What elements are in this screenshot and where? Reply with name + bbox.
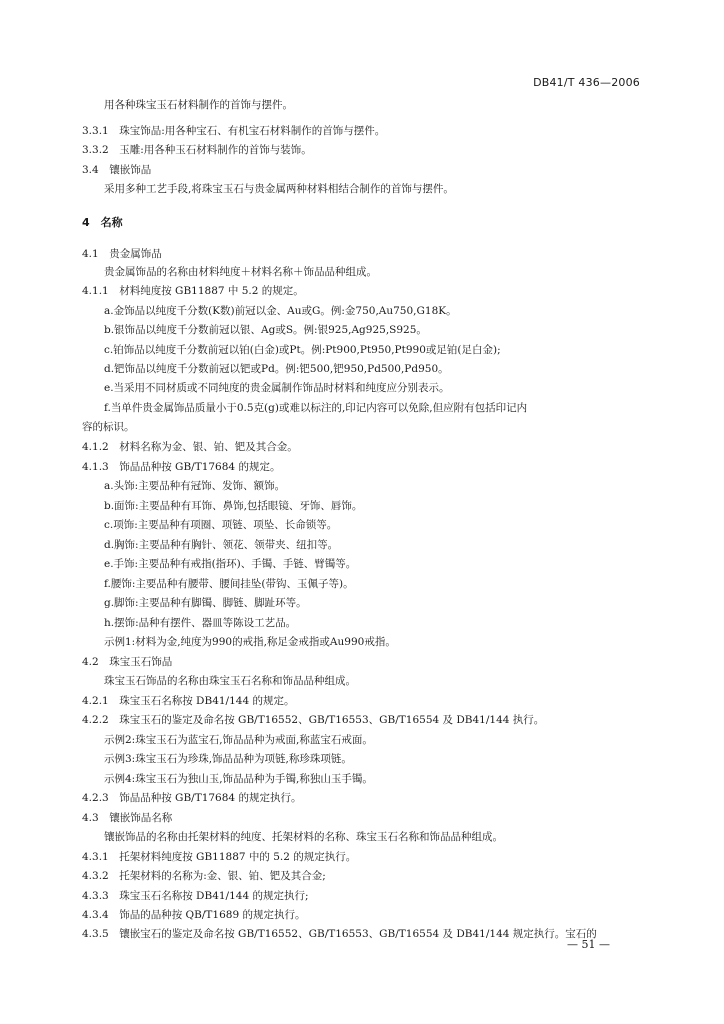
clause-4-3: 4.3 镶嵌饰品名称 — [82, 812, 173, 824]
clause-3-3-1: 3.3.1 珠宝饰品:用各种宝石、有机宝石材料制作的首饰与摆件。 — [82, 125, 386, 137]
list-item: g.脚饰:主要品种有脚镯、脚链、脚趾环等。 — [104, 597, 307, 609]
clause-4-3-1: 4.3.1 托架材料纯度按 GB11887 中的 5.2 的规定执行。 — [82, 851, 357, 863]
clause-4-1-1: 4.1.1 材料纯度按 GB11887 中 5.2 的规定。 — [82, 285, 304, 297]
list-item: b.面饰:主要品种有耳饰、鼻饰,包括眼镜、牙饰、唇饰。 — [104, 500, 363, 512]
example-3: 示例3:珠宝玉石为珍珠,饰品品种为项链,称珍珠项链。 — [104, 753, 352, 765]
clause-4-2-1: 4.2.1 珠宝玉石名称按 DB41/144 的规定。 — [82, 695, 295, 707]
text-line: 镶嵌饰品的名称由托架材料的纯度、托架材料的名称、珠宝玉石名称和饰品品种组成。 — [104, 831, 503, 843]
text-line: 采用多种工艺手段,将珠宝玉石与贵金属两种材料相结合制作的首饰与摆件。 — [104, 183, 454, 195]
clause-3-4: 3.4 镶嵌饰品 — [82, 164, 152, 176]
list-item: h.摆饰:品种有摆件、器皿等陈设工艺品。 — [104, 617, 297, 629]
list-item: a.金饰品以纯度千分数(K数)前冠以金、Au或G。例:金750,Au750,G18K。 — [104, 305, 457, 317]
list-item: a.头饰:主要品种有冠饰、发饰、额饰。 — [104, 480, 286, 492]
clause-4-3-4: 4.3.4 饰品的品种按 QB/T1689 的规定执行。 — [82, 909, 306, 921]
page-number: — 51 — — [567, 938, 610, 951]
example-2: 示例2:珠宝玉石为蓝宝石,饰品品种为戒面,称蓝宝石戒面。 — [104, 734, 373, 746]
clause-3-3-2: 3.3.2 玉雕:用各种玉石材料制作的首饰与装饰。 — [82, 144, 312, 156]
example-1: 示例1:材料为金,纯度为990的戒指,称足金戒指或Au990戒指。 — [104, 636, 396, 648]
list-item: c.铂饰品以纯度千分数前冠以铂(白金)或Pt。例:Pt900,Pt950,Pt990或足铂(足白金); — [104, 344, 501, 356]
list-item: c.项饰:主要品种有项圈、项链、项坠、长命锁等。 — [104, 519, 338, 531]
clause-4-3-5: 4.3.5 镶嵌宝石的鉴定及命名按 GB/T16552、GB/T16553、GB/T16554 及 DB41/144 规定执行。宝石的 — [82, 928, 597, 940]
list-item: f.腰饰:主要品种有腰带、腰间挂坠(带钩、玉佩子等)。 — [104, 578, 354, 590]
section-heading: 4 名称 — [82, 216, 123, 229]
text-line: 贵金属饰品的名称由材料纯度＋材料名称＋饰品品种组成。 — [104, 266, 377, 278]
clause-4-3-3: 4.3.3 珠宝玉石名称按 DB41/144 的规定执行; — [82, 890, 309, 902]
example-4: 示例4:珠宝玉石为独山玉,饰品品种为手镯,称独山玉手镯。 — [104, 773, 373, 785]
clause-4-2: 4.2 珠宝玉石饰品 — [82, 656, 173, 668]
list-item: d.胸饰:主要品种有胸针、领花、领带夹、纽扣等。 — [104, 539, 339, 551]
clause-4-2-2: 4.2.2 珠宝玉石的鉴定及命名按 GB/T16552、GB/T16553、GB/T16554 及 DB41/144 执行。 — [82, 714, 545, 726]
clause-4-1: 4.1 贵金属饰品 — [82, 248, 162, 260]
list-item: d.钯饰品以纯度千分数前冠以钯或Pd。例:钯500,钯950,Pd500,Pd950。 — [104, 363, 449, 375]
text-line: 用各种珠宝玉石材料制作的首饰与摆件。 — [104, 99, 293, 111]
list-item: e.手饰:主要品种有戒指(指环)、手镯、手链、臂镯等。 — [104, 558, 357, 570]
clause-4-3-2: 4.3.2 托架材料的名称为:金、银、铂、钯及其合金; — [82, 870, 326, 882]
list-item: b.银饰品以纯度千分数前冠以银、Ag或S。例:银925,Ag925,S925。 — [104, 324, 427, 336]
text-line: 珠宝玉石饰品的名称由珠宝玉石名称和饰品品种组成。 — [104, 675, 356, 687]
clause-4-2-3: 4.2.3 饰品品种按 GB/T17684 的规定执行。 — [82, 792, 302, 804]
list-item: f.当单件贵金属饰品质量小于0.5克(g)或难以标注的,印记内容可以免除,但应附有包括印记内 — [104, 402, 528, 414]
standard-code: DB41/T 436—2006 — [533, 76, 640, 89]
clause-4-1-3: 4.1.3 饰品品种按 GB/T17684 的规定。 — [82, 461, 281, 473]
text-line: 容的标识。 — [82, 421, 135, 433]
clause-4-1-2: 4.1.2 材料名称为金、银、铂、钯及其合金。 — [82, 441, 298, 453]
list-item: e.当采用不同材质或不同纯度的贵金属制作饰品时材料和纯度应分别表示。 — [104, 382, 450, 394]
